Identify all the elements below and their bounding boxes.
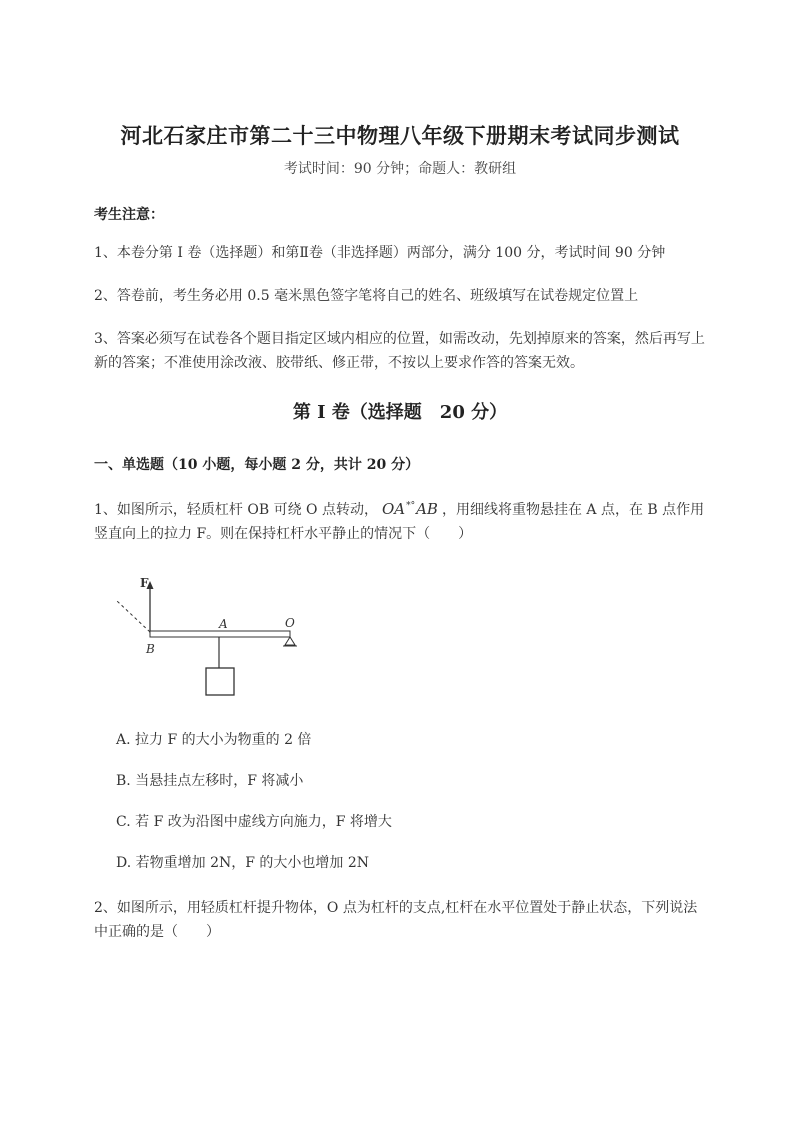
part-heading: 一、单选题（10 小题，每小题 2 分，共计 20 分） xyxy=(94,457,420,473)
question-1-stem-start: 1、如图所示，轻质杠杆 OB 可绕 O 点转动， xyxy=(94,502,378,518)
page-title: 河北石家庄市第二十三中物理八年级下册期末考试同步测试 xyxy=(120,123,680,148)
exam-info: 考试时间：90 分钟；命题人：教研组 xyxy=(283,161,517,177)
point-a-label: A xyxy=(219,617,228,631)
section-title: 第 I 卷（选择题 20 分） xyxy=(292,402,508,423)
lever-figure xyxy=(112,575,302,705)
question-1-option-d[interactable]: D. 若物重增加 2N，F 的大小也增加 2N xyxy=(116,855,370,871)
pivot-triangle xyxy=(285,637,295,645)
math-oa: OA xyxy=(381,500,406,518)
notice-heading: 考生注意： xyxy=(94,207,164,223)
question-1-stem xyxy=(94,494,706,546)
question-2-stem: 2、如图所示，用轻质杠杆提升物体，O 点为杠杆的支点,杠杆在水平位置处于静止状态，下列说法中正确的是（ ） xyxy=(94,900,698,940)
question-1-option-c[interactable]: C. 若 F 改为沿图中虚线方向施力，F 将增大 xyxy=(116,814,392,830)
lever-diagram xyxy=(112,575,302,705)
question-1-stem-end: ，用细线将重物悬挂在 A 点，在 B 点作用竖直向上的拉力 F。则在保持杠杆水平静止的情况下（ ） xyxy=(94,502,705,542)
lever-bar xyxy=(150,631,290,637)
question-1-option-a[interactable]: A. 拉力 F 的大小为物重的 2 倍 xyxy=(116,732,312,748)
notice-item-3: 3、答案必须写在试卷各个题目指定区域内相应的位置，如需改动，先划掉原来的答案，然后再写上新的答案；不准使用涂改液、胶带纸、修正带，不按以上要求作答的答案无效。 xyxy=(94,331,705,371)
math-ab: AB xyxy=(416,500,438,518)
math-expression xyxy=(382,500,438,518)
point-o-label: O xyxy=(285,616,295,630)
force-label: F xyxy=(140,576,149,590)
notice-item-1: 1、本卷分第 I 卷（选择题）和第Ⅱ卷（非选择题）两部分，满分 100 分，考试时间 90 分钟 xyxy=(94,245,666,261)
math-relation-symbol: *° xyxy=(406,501,416,511)
dashed-force-direction xyxy=(117,601,150,632)
hanging-weight xyxy=(206,668,234,695)
question-1-option-b[interactable]: B. 当悬挂点左移时，F 将减小 xyxy=(116,773,304,789)
notice-item-2: 2、答卷前，考生务必用 0.5 毫米黑色签字笔将自己的姓名、班级填写在试卷规定位置上 xyxy=(94,288,639,304)
point-b-label: B xyxy=(146,642,155,656)
